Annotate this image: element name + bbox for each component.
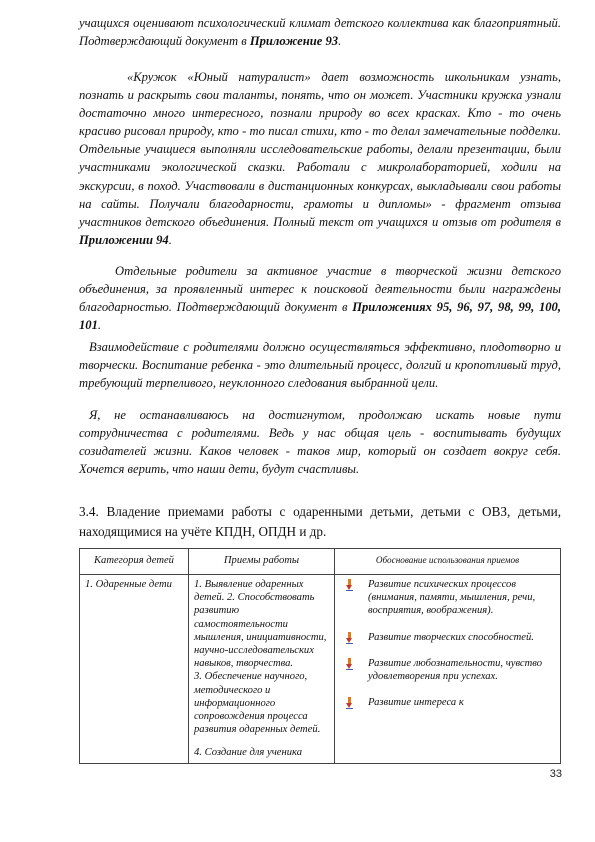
arrow-down-bullet-icon (346, 697, 353, 708)
appendix-reference: Приложениях 95, 96, 97, 98, 99, 100, 101 (79, 300, 561, 333)
justification-cell (335, 575, 561, 764)
header-category: Категория детей (80, 549, 189, 575)
justification-item: Развитие любознательности, чувство удовлетворения при успехах. (340, 657, 555, 683)
justification-item: Развитие творческих способностей. (340, 631, 555, 644)
arrow-down-bullet-icon (346, 658, 353, 669)
justification-item: Развитие интереса к (340, 696, 555, 709)
header-justification: Обоснование использования приемов (335, 549, 561, 575)
paragraph-club-review: «Кружок «Юный натуралист» дает возможность школьникам узнать, познать и раскрыть свои таланты, понять, что он может. Участники кружка узнали достаточно много интересного, познали природу во всех красках. Кто - то очень красиво рисовал природу, кто - то писал стихи, кто - то делал замечательные подделки. Отдельные учащиеся выполняли исследовательские работы, делали презентации, были участниками экологической сказки. Работали с микролабораторией, ходили на экскурсии, в поход. Участвовали в дистанционных конкурсах, выкладывали свои работы на сайты. Получали благодарности, грамоты и дипломы» - фрагмент отзыва участников детского объединения. Полный текст от учащихся и отзыв от родителя в Приложении 94. (79, 70, 561, 247)
arrow-down-bullet-icon (346, 579, 353, 590)
paragraph-conclusion: Я, не останавливаюсь на достигнутом, продолжаю искать новые пути сотрудничества с родителями. Ведь у нас общая цель - воспитывать будущих созидателей жизни. Каков человек - таков мир, который он создает вокруг себя. Хочется верить, что наши дети, будут счастливы. (79, 408, 561, 477)
technique-item: 4. Создание для ученика (194, 747, 302, 759)
table-header-row (80, 549, 561, 575)
technique-item: 3. Обеспечение научного, методического и информационного сопровождения процесса развития одаренных детей. (194, 671, 321, 736)
appendix-reference: Приложении 94 (79, 232, 169, 247)
techniques-cell (189, 575, 335, 764)
methods-table (79, 548, 561, 764)
page-number: 33 (549, 768, 562, 780)
appendix-reference: Приложение 93 (249, 34, 339, 49)
technique-item: 1. Выявление одаренных детей. 2. Способствовать развитию самостоятельности мышления, инициативности, научно-исследовательских навыков, творчества. (194, 579, 327, 670)
justification-item: Развитие психических процессов (внимания, памяти, мышления, речи, восприятия, воображения). (340, 578, 555, 618)
paragraph-climate: учащихся оценивают психологический климат детского коллектива как благоприятный. Подтверждающий документ в Приложение 93. (79, 16, 561, 49)
category-cell: 1. Одаренные дети (80, 575, 189, 764)
section-heading: 3.4. Владение приемами работы с одаренными детьми, детьми с ОВЗ, детьми, находящимися на учёте КПДН, ОПДН и др. (79, 504, 561, 539)
arrow-down-bullet-icon (346, 632, 353, 643)
paragraph-parents-awards: Отдельные родители за активное участие в творческой жизни детского объединения, за проявленный интерес к поисковой деятельности были награждены благодарностью. Подтверждающий документ в Приложениях 95, 96, 97, 98, 99, 100, 101. (79, 264, 561, 333)
paragraph-interaction: Взаимодействие с родителями должно осуществляться эффективно, плодотворно и творчески. Воспитание ребенка - это длительный процесс, долгий и кропотливый труд, требующий терпеливого, неуклонного следования выбранной цели. (79, 340, 561, 391)
header-techniques: Приемы работы (189, 549, 335, 575)
table-row (80, 575, 561, 764)
